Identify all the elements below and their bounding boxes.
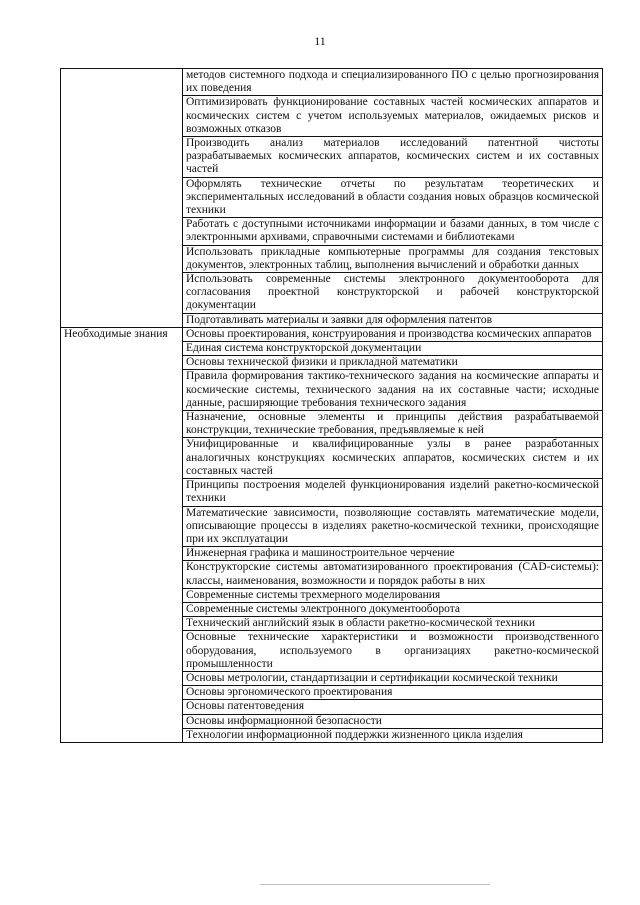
requirement-item: Современные системы электронного документооборота bbox=[183, 602, 603, 616]
section-label: Необходимые знания bbox=[61, 327, 183, 742]
requirement-item: Оптимизировать функционирование составных частей космических аппаратов и космических систем с учетом используемых материалов, ожидаемых рисков и возможных отказов bbox=[183, 96, 603, 137]
scan-edge-line bbox=[260, 884, 490, 885]
requirement-item: Использовать прикладные компьютерные программы для создания текстовых документов, электронных таблиц, выполнения вычислений и обработки данных bbox=[183, 245, 603, 272]
requirement-item: Подготавливать материалы и заявки для оформления патентов bbox=[183, 313, 603, 327]
requirement-item: Принципы построения моделей функционирования изделий ракетно-космической техники bbox=[183, 479, 603, 506]
requirement-item: Математические зависимости, позволяющие составлять математические модели, описывающие процессы в изделиях ракетно-космической техники, происходящие при их эксплуатации bbox=[183, 506, 603, 547]
requirement-item: Оформлять технические отчеты по результатам теоретических и экспериментальных исследований в области создания новых образцов космической техники bbox=[183, 177, 603, 218]
requirement-item: методов системного подхода и специализированного ПО с целью прогнозирования их поведения bbox=[183, 69, 603, 96]
table-row bbox=[61, 69, 603, 96]
section-label bbox=[61, 69, 183, 328]
requirement-item: Правила формирования тактико-технического задания на космические аппараты и космические системы, технического задания на их составные части; исходные данные, расширяющие требования технического задания bbox=[183, 370, 603, 411]
requirement-item: Назначение, основные элементы и принципы действия разрабатываемой конструкции, технические требования, предъявляемые к ней bbox=[183, 411, 603, 438]
requirement-item: Основные технические характеристики и возможности производственного оборудования, используемого в организациях ракетно-космической промышленности bbox=[183, 631, 603, 672]
requirement-item: Работать с доступными источниками информации и базами данных, в том числе с электронными архивами, справочными системами и библиотеками bbox=[183, 218, 603, 245]
requirement-item: Единая система конструкторской документации bbox=[183, 342, 603, 356]
page-number: 11 bbox=[314, 34, 326, 48]
requirement-item: Основы информационной безопасности bbox=[183, 714, 603, 728]
requirement-item: Основы проектирования, конструирования и производства космических аппаратов bbox=[183, 327, 603, 341]
requirement-item: Основы патентоведения bbox=[183, 700, 603, 714]
requirement-item: Технологии информационной поддержки жизненного цикла изделия bbox=[183, 728, 603, 742]
requirements-table bbox=[60, 68, 603, 743]
requirement-item: Конструкторские системы автоматизированного проектирования (CAD-системы): классы, наименования, возможности и порядок работы в них bbox=[183, 561, 603, 588]
requirement-item: Основы метрологии, стандартизации и сертификации космической техники bbox=[183, 671, 603, 685]
requirement-item: Основы эргономического проектирования bbox=[183, 686, 603, 700]
requirement-item: Производить анализ материалов исследований патентной чистоты разрабатываемых космических аппаратов, космических систем и их составных частей bbox=[183, 137, 603, 178]
requirement-item: Современные системы трехмерного моделирования bbox=[183, 588, 603, 602]
requirement-item: Технический английский язык в области ракетно-космической техники bbox=[183, 617, 603, 631]
requirements-table-body bbox=[61, 69, 603, 743]
requirement-item: Основы технической физики и прикладной математики bbox=[183, 356, 603, 370]
table-row bbox=[61, 327, 603, 341]
requirement-item: Унифицированные и квалифицированные узлы в ранее разработанных аналогичных конструкциях космических аппаратов, космических систем и их составных частей bbox=[183, 438, 603, 479]
requirement-item: Использовать современные системы электронного документооборота для согласования проектной конструкторской и рабочей конструкторской документации bbox=[183, 273, 603, 314]
requirement-item: Инженерная графика и машиностроительное черчение bbox=[183, 547, 603, 561]
